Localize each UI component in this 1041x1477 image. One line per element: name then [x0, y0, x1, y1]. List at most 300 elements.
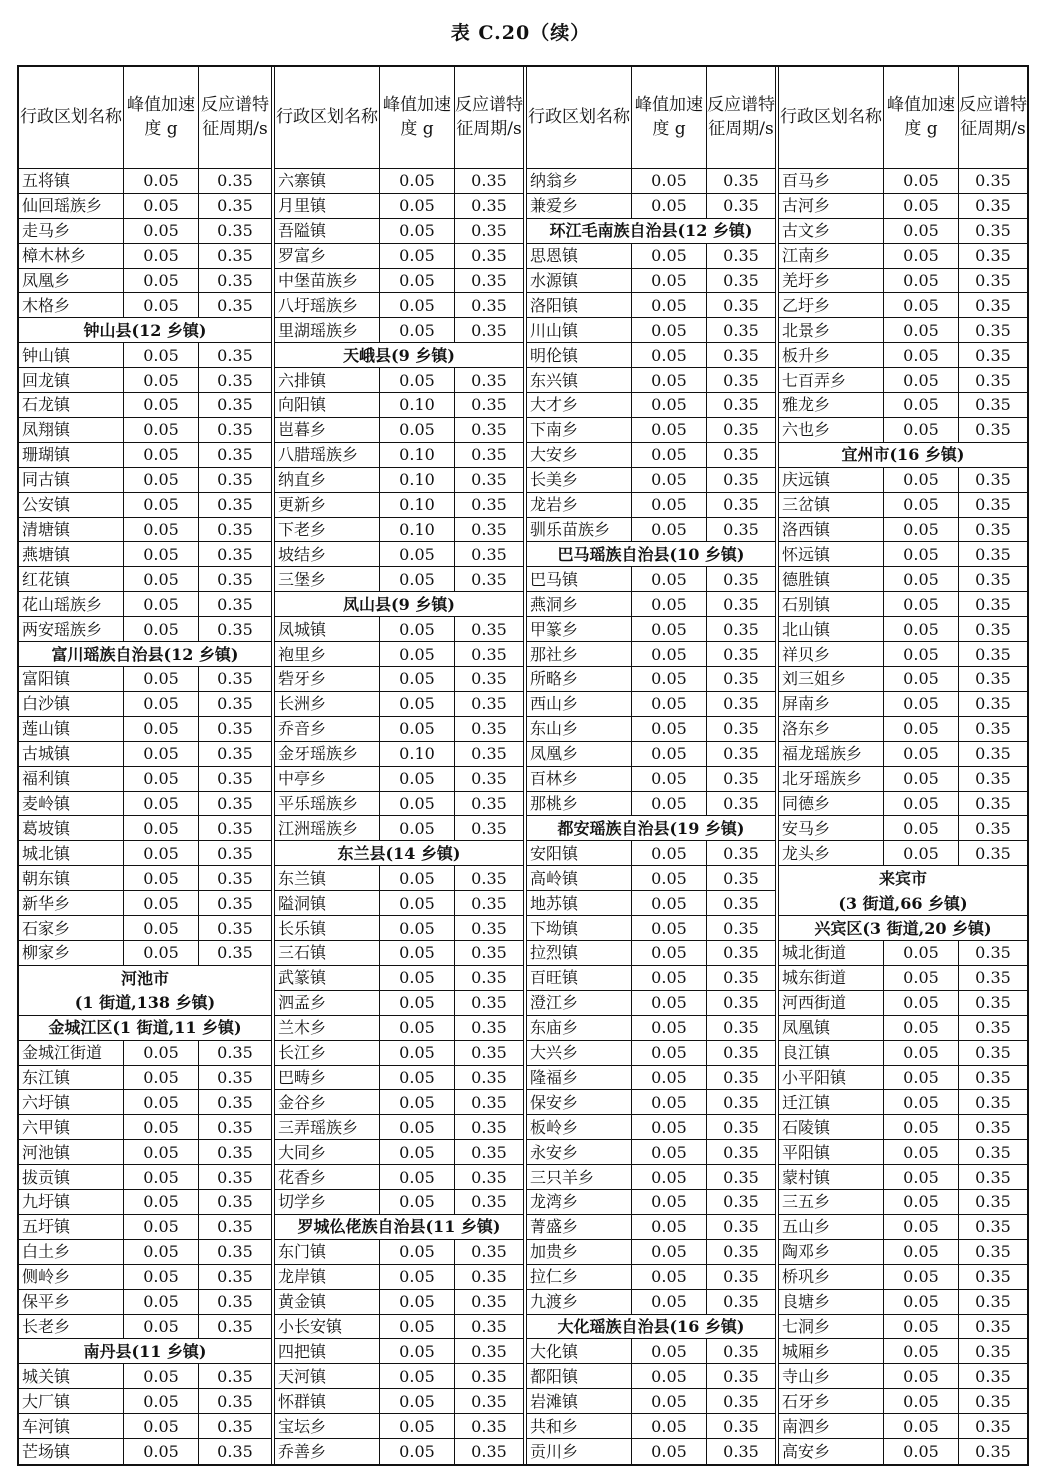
cell-period: 0.35 — [454, 194, 523, 218]
cell-period: 0.35 — [454, 966, 523, 990]
cell-name: 东兰镇 — [277, 868, 326, 888]
cell-name: 五山乡 — [781, 1217, 830, 1237]
cell-pga: 0.05 — [631, 1016, 706, 1040]
table-row — [779, 1339, 1027, 1364]
table-row — [19, 393, 271, 418]
table-row — [527, 293, 775, 318]
cell-name: 良塘乡 — [781, 1292, 830, 1312]
cell-pga: 0.05 — [123, 916, 198, 940]
cell-pga: 0.05 — [123, 468, 198, 492]
cell-period: 0.35 — [958, 418, 1027, 442]
table-row — [275, 1016, 523, 1041]
table-row — [19, 592, 271, 617]
cell-pga: 0.05 — [631, 1115, 706, 1139]
cell-name: 保平乡 — [22, 1292, 71, 1312]
cell-period: 0.35 — [958, 1115, 1027, 1139]
cell-pga: 0.05 — [883, 742, 958, 766]
cell-period: 0.35 — [198, 592, 271, 616]
table-row — [275, 1290, 523, 1315]
cell-pga: 0.05 — [123, 443, 198, 467]
table-row — [527, 916, 775, 941]
cell-pga: 0.05 — [379, 1090, 454, 1114]
cell-pga: 0.05 — [883, 219, 958, 243]
cell-name: 葛坡镇 — [22, 818, 71, 838]
cell-name: 公安镇 — [22, 495, 71, 515]
cell-period: 0.35 — [454, 219, 523, 243]
cell-pga: 0.05 — [379, 1290, 454, 1314]
section-heading: 大化瑶族自治县(16 乡镇) — [527, 1315, 775, 1340]
table-row — [19, 692, 271, 717]
cell-period: 0.35 — [958, 617, 1027, 641]
cell-period: 0.35 — [198, 1115, 271, 1139]
cell-name: 长美乡 — [529, 470, 578, 490]
cell-period: 0.35 — [454, 941, 523, 965]
table-row — [275, 1165, 523, 1190]
cell-period: 0.35 — [454, 169, 523, 193]
table-row — [19, 542, 271, 567]
table-row — [527, 1439, 775, 1464]
cell-name: 下老乡 — [277, 520, 326, 540]
cell-pga: 0.05 — [631, 418, 706, 442]
table-row — [275, 742, 523, 767]
cell-period: 0.35 — [198, 1190, 271, 1214]
cell-period: 0.35 — [454, 1389, 523, 1413]
cell-name: 共和乡 — [529, 1416, 578, 1436]
table-row — [275, 1265, 523, 1290]
cell-period: 0.35 — [706, 667, 775, 691]
cell-name: 福利镇 — [22, 769, 71, 789]
table-row — [779, 667, 1027, 692]
cell-period: 0.35 — [706, 1439, 775, 1464]
table-row — [275, 1315, 523, 1340]
table-row — [779, 1265, 1027, 1290]
table-row — [19, 293, 271, 318]
cell-pga: 0.05 — [379, 169, 454, 193]
cell-period: 0.35 — [454, 1066, 523, 1090]
cell-period: 0.35 — [454, 1165, 523, 1189]
cell-period: 0.35 — [198, 1066, 271, 1090]
cell-name: 东山乡 — [529, 719, 578, 739]
section-heading: 来宾市 — [878, 869, 927, 889]
cell-period: 0.35 — [198, 1389, 271, 1413]
cell-pga: 0.05 — [123, 1364, 198, 1388]
cell-name: 龙头乡 — [781, 843, 830, 863]
header-name: 行政区划名称 — [527, 107, 630, 128]
cell-name: 纳直乡 — [277, 470, 326, 490]
cell-name: 城北街道 — [781, 943, 846, 963]
section-heading: 环江毛南族自治县(12 乡镇) — [527, 219, 775, 244]
cell-pga: 0.05 — [123, 692, 198, 716]
cell-name: 东门镇 — [277, 1242, 326, 1262]
cell-name: 三五乡 — [781, 1192, 830, 1212]
table-header — [19, 67, 271, 169]
cell-name: 富阳镇 — [22, 669, 71, 689]
cell-pga: 0.05 — [123, 542, 198, 566]
cell-period: 0.35 — [706, 916, 775, 940]
cell-pga: 0.05 — [883, 1090, 958, 1114]
cell-name: 石牙乡 — [781, 1391, 830, 1411]
table-row — [275, 1439, 523, 1464]
table-row — [527, 1265, 775, 1290]
cell-period: 0.35 — [198, 1041, 271, 1065]
cell-period: 0.35 — [958, 518, 1027, 542]
cell-period: 0.35 — [706, 1016, 775, 1040]
cell-period: 0.35 — [198, 418, 271, 442]
table-row — [527, 318, 775, 343]
cell-name: 拉仁乡 — [529, 1267, 578, 1287]
cell-name: 甲篆乡 — [529, 619, 578, 639]
cell-period: 0.35 — [706, 418, 775, 442]
cell-period: 0.35 — [958, 1265, 1027, 1289]
cell-period: 0.35 — [958, 169, 1027, 193]
cell-pga: 0.05 — [883, 1290, 958, 1314]
cell-name: 巴畴乡 — [277, 1067, 326, 1087]
cell-pga: 0.05 — [123, 1290, 198, 1314]
cell-name: 三堡乡 — [277, 569, 326, 589]
cell-pga: 0.05 — [379, 1016, 454, 1040]
cell-pga: 0.10 — [379, 468, 454, 492]
table-row — [779, 343, 1027, 368]
table-row — [527, 269, 775, 294]
cell-pga: 0.05 — [123, 244, 198, 268]
cell-period: 0.35 — [706, 692, 775, 716]
cell-pga: 0.05 — [123, 891, 198, 915]
table-row — [19, 1389, 271, 1414]
table-header — [527, 67, 775, 169]
section-heading: 河池市 — [120, 968, 169, 988]
cell-period: 0.35 — [706, 792, 775, 816]
table-row — [527, 393, 775, 418]
cell-period: 0.35 — [958, 941, 1027, 965]
cell-pga: 0.05 — [379, 1364, 454, 1388]
cell-name: 三只羊乡 — [529, 1167, 594, 1187]
cell-period: 0.35 — [706, 1215, 775, 1239]
cell-name: 西山乡 — [529, 694, 578, 714]
table-row — [19, 916, 271, 941]
cell-name: 八圩瑶族乡 — [277, 295, 358, 315]
cell-name: 石陵镇 — [781, 1117, 830, 1137]
cell-pga: 0.05 — [631, 293, 706, 317]
cell-pga: 0.10 — [379, 518, 454, 542]
table-row — [779, 816, 1027, 841]
cell-pga: 0.05 — [379, 891, 454, 915]
table-row — [19, 1090, 271, 1115]
cell-pga: 0.05 — [123, 792, 198, 816]
cell-name: 切学乡 — [277, 1192, 326, 1212]
table-row — [779, 767, 1027, 792]
table-row — [527, 1339, 775, 1364]
table-row — [527, 767, 775, 792]
cell-period: 0.35 — [958, 542, 1027, 566]
table-title: 表 C.20（续） — [450, 22, 591, 44]
cell-pga: 0.05 — [883, 1165, 958, 1189]
cell-pga: 0.05 — [883, 418, 958, 442]
table-row — [275, 816, 523, 841]
cell-period: 0.35 — [198, 717, 271, 741]
cell-period: 0.35 — [198, 891, 271, 915]
cell-pga: 0.05 — [883, 692, 958, 716]
cell-name: 凤凰乡 — [529, 744, 578, 764]
table-row — [527, 468, 775, 493]
cell-name: 芒场镇 — [22, 1442, 71, 1462]
cell-period: 0.35 — [454, 1016, 523, 1040]
cell-period: 0.35 — [198, 742, 271, 766]
table-row — [275, 1240, 523, 1265]
header-name: 行政区划名称 — [275, 107, 378, 128]
cell-pga: 0.05 — [631, 717, 706, 741]
cell-name: 大化镇 — [529, 1341, 578, 1361]
cell-name: 地苏镇 — [529, 893, 578, 913]
cell-name: 屏南乡 — [781, 694, 830, 714]
cell-period: 0.35 — [454, 1115, 523, 1139]
cell-period: 0.35 — [706, 493, 775, 517]
table-row — [527, 1364, 775, 1389]
table-row — [275, 318, 523, 343]
table-row — [527, 194, 775, 219]
cell-pga: 0.05 — [379, 717, 454, 741]
cell-pga: 0.05 — [883, 767, 958, 791]
table-row — [275, 493, 523, 518]
table-row — [275, 966, 523, 991]
header-period: 反应谱特征周期/s — [706, 67, 775, 168]
cell-period: 0.35 — [454, 1414, 523, 1438]
cell-name: 那社乡 — [529, 644, 578, 664]
cell-pga: 0.05 — [631, 742, 706, 766]
cell-pga: 0.05 — [631, 393, 706, 417]
cell-period: 0.35 — [706, 567, 775, 591]
cell-period: 0.35 — [198, 1240, 271, 1264]
cell-name: 高岭镇 — [529, 868, 578, 888]
cell-pga: 0.05 — [883, 1041, 958, 1065]
cell-name: 石家乡 — [22, 918, 71, 938]
table-row — [779, 542, 1027, 567]
cell-pga: 0.05 — [631, 1165, 706, 1189]
cell-period: 0.35 — [198, 841, 271, 865]
cell-name: 石别镇 — [781, 594, 830, 614]
cell-pga: 0.05 — [123, 418, 198, 442]
table-row — [275, 941, 523, 966]
cell-pga: 0.05 — [883, 393, 958, 417]
cell-pga: 0.05 — [123, 617, 198, 641]
cell-name: 菁盛乡 — [529, 1217, 578, 1237]
cell-period: 0.35 — [706, 966, 775, 990]
cell-period: 0.35 — [198, 293, 271, 317]
cell-name: 侧岭乡 — [22, 1267, 71, 1287]
table-row — [527, 667, 775, 692]
table-row — [275, 1140, 523, 1165]
cell-pga: 0.05 — [631, 468, 706, 492]
table-row — [19, 792, 271, 817]
cell-period: 0.35 — [958, 1066, 1027, 1090]
cell-pga: 0.05 — [631, 941, 706, 965]
cell-pga: 0.05 — [631, 1265, 706, 1289]
cell-pga: 0.05 — [631, 841, 706, 865]
cell-pga: 0.05 — [631, 1066, 706, 1090]
cell-pga: 0.05 — [883, 169, 958, 193]
cell-name: 中堡苗族乡 — [277, 270, 358, 290]
cell-pga: 0.05 — [123, 1090, 198, 1114]
cell-pga: 0.05 — [883, 468, 958, 492]
table-row — [275, 1190, 523, 1215]
cell-pga: 0.05 — [379, 617, 454, 641]
table-row — [779, 642, 1027, 667]
cell-name: 袍里乡 — [277, 644, 326, 664]
cell-name: 长洲乡 — [277, 694, 326, 714]
cell-period: 0.35 — [958, 841, 1027, 865]
cell-pga: 0.05 — [379, 1339, 454, 1363]
table-row — [779, 1290, 1027, 1315]
cell-name: 三岔镇 — [781, 495, 830, 515]
table-row — [527, 443, 775, 468]
cell-period: 0.35 — [958, 592, 1027, 616]
cell-period: 0.35 — [454, 567, 523, 591]
cell-pga: 0.05 — [379, 1315, 454, 1339]
cell-name: 蒙村镇 — [781, 1167, 830, 1187]
cell-period: 0.35 — [198, 1165, 271, 1189]
cell-period: 0.35 — [454, 717, 523, 741]
cell-name: 百旺镇 — [529, 968, 578, 988]
cell-pga: 0.05 — [123, 1115, 198, 1139]
cell-period: 0.35 — [958, 244, 1027, 268]
table-column-1 — [19, 67, 271, 1464]
cell-period: 0.35 — [454, 1041, 523, 1065]
table-row — [527, 1290, 775, 1315]
table-column-4 — [775, 67, 1027, 1464]
cell-pga: 0.05 — [631, 617, 706, 641]
table-row — [527, 642, 775, 667]
cell-pga: 0.05 — [379, 941, 454, 965]
table-row — [19, 866, 271, 891]
cell-period: 0.35 — [198, 767, 271, 791]
cell-name: 板岭乡 — [529, 1117, 578, 1137]
cell-period: 0.35 — [958, 1240, 1027, 1264]
cell-pga: 0.05 — [883, 1115, 958, 1139]
table-row — [275, 368, 523, 393]
cell-name: 安阳镇 — [529, 843, 578, 863]
cell-period: 0.35 — [706, 1290, 775, 1314]
cell-period: 0.35 — [454, 1315, 523, 1339]
cell-period: 0.35 — [198, 916, 271, 940]
table-row — [275, 1090, 523, 1115]
cell-period: 0.35 — [454, 667, 523, 691]
cell-period: 0.35 — [454, 1140, 523, 1164]
cell-name: 里湖瑶族乡 — [277, 320, 358, 340]
cell-period: 0.35 — [706, 443, 775, 467]
header-name: 行政区划名称 — [20, 107, 122, 128]
cell-pga: 0.05 — [379, 1190, 454, 1214]
table-row — [527, 567, 775, 592]
table-row — [527, 1140, 775, 1165]
cell-period: 0.35 — [454, 269, 523, 293]
cell-pga: 0.05 — [379, 219, 454, 243]
table-row — [275, 443, 523, 468]
table-row — [779, 194, 1027, 219]
cell-name: 花香乡 — [277, 1167, 326, 1187]
cell-period: 0.35 — [706, 169, 775, 193]
cell-pga: 0.05 — [631, 1090, 706, 1114]
cell-name: 洛阳镇 — [529, 295, 578, 315]
cell-period: 0.35 — [198, 244, 271, 268]
cell-pga: 0.05 — [883, 1389, 958, 1413]
cell-name: 钟山镇 — [22, 345, 71, 365]
cell-period: 0.35 — [454, 816, 523, 840]
cell-name: 水源镇 — [529, 270, 578, 290]
cell-period: 0.35 — [454, 1265, 523, 1289]
table-body — [779, 169, 1027, 1464]
cell-name: 隆福乡 — [529, 1067, 578, 1087]
cell-period: 0.35 — [198, 1215, 271, 1239]
table-row — [779, 592, 1027, 617]
cell-name: 百林乡 — [529, 769, 578, 789]
cell-name: 凤翔镇 — [22, 420, 71, 440]
cell-name: 七洞乡 — [781, 1317, 830, 1337]
cell-pga: 0.05 — [631, 592, 706, 616]
table-row — [779, 1041, 1027, 1066]
cell-name: 庆远镇 — [781, 470, 830, 490]
cell-name: 驯乐苗族乡 — [529, 520, 610, 540]
cell-name: 兰木乡 — [277, 1018, 326, 1038]
table-row — [779, 742, 1027, 767]
cell-name: 城北镇 — [22, 843, 71, 863]
cell-name: 六圩镇 — [22, 1092, 71, 1112]
cell-period: 0.35 — [958, 293, 1027, 317]
cell-pga: 0.05 — [631, 518, 706, 542]
cell-pga: 0.05 — [883, 1439, 958, 1464]
cell-period: 0.35 — [454, 617, 523, 641]
cell-period: 0.35 — [454, 767, 523, 791]
cell-name: 向阳镇 — [277, 395, 326, 415]
cell-period: 0.35 — [198, 1140, 271, 1164]
table-row — [527, 1190, 775, 1215]
cell-name: 清塘镇 — [22, 520, 71, 540]
cell-period: 0.35 — [454, 1439, 523, 1464]
cell-period: 0.35 — [454, 1240, 523, 1264]
cell-name: 六甲镇 — [22, 1117, 71, 1137]
table-row — [275, 418, 523, 443]
table-row — [275, 692, 523, 717]
cell-pga: 0.05 — [123, 1041, 198, 1065]
cell-period: 0.35 — [454, 916, 523, 940]
cell-pga: 0.05 — [379, 1265, 454, 1289]
cell-pga: 0.05 — [631, 991, 706, 1015]
section-heading: (3 街道,66 乡镇) — [779, 891, 1027, 916]
cell-name: 七百弄乡 — [781, 370, 846, 390]
table-row — [779, 318, 1027, 343]
cell-pga: 0.05 — [631, 1339, 706, 1363]
table-row — [779, 1414, 1027, 1439]
cell-name: 凤城镇 — [277, 619, 326, 639]
table-row — [527, 1115, 775, 1140]
cell-pga: 0.05 — [379, 269, 454, 293]
cell-name: 三弄瑶族乡 — [277, 1117, 358, 1137]
table-body — [19, 169, 271, 1464]
table-row — [527, 1016, 775, 1041]
cell-period: 0.35 — [706, 318, 775, 342]
cell-period: 0.35 — [958, 1090, 1027, 1114]
table-row — [779, 617, 1027, 642]
cell-name: 东江镇 — [22, 1067, 71, 1087]
cell-period: 0.35 — [454, 891, 523, 915]
cell-period: 0.35 — [706, 194, 775, 218]
table-row — [527, 493, 775, 518]
cell-pga: 0.05 — [631, 318, 706, 342]
table-row — [527, 792, 775, 817]
cell-pga: 0.05 — [123, 1439, 198, 1464]
header-pga: 峰值加速度 g — [379, 67, 454, 168]
cell-pga: 0.05 — [883, 1016, 958, 1040]
table-row — [275, 1115, 523, 1140]
cell-pga: 0.05 — [631, 343, 706, 367]
